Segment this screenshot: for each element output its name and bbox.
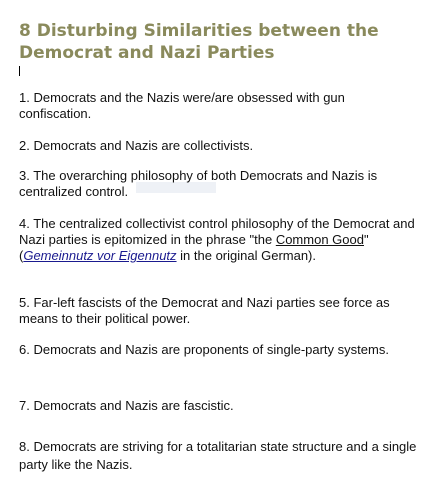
list-item-4-mid: " ( (19, 232, 369, 263)
list-item-2: 2. Democrats and Nazis are collectivists. (19, 138, 254, 153)
gemeinnutz-link[interactable]: Gemeinnutz vor Eigennutz (23, 248, 177, 263)
common-good-link[interactable]: Common Good (275, 232, 364, 247)
list-item-4-prefix: 4. The centralized collectivist control philosophy of the Democrat and Nazi parties is epitomized in the phrase "the (19, 216, 415, 247)
list-item-5: 5. Far-left fascists of the Democrat and Nazi parties see force as means to their political power. (19, 295, 390, 326)
list-item-4-suffix: in the original German). (176, 248, 316, 263)
article-title: 8 Disturbing Similarities between the Democrat and Nazi Parties (19, 21, 379, 63)
list-item-6: 6. Democrats and Nazis are proponents of single-party systems. (19, 342, 389, 357)
text-cursor (19, 66, 20, 76)
list-item-4 (19, 216, 419, 264)
list-item-8: 8. Democrats are striving for a totalitarian state structure and a single party like the Nazis. (19, 439, 417, 472)
list-item-3: 3. The overarching philosophy of both Democrats and Nazis is centralized control. (19, 168, 378, 199)
list-item-1: 1. Democrats and the Nazis were/are obsessed with gun confiscation. (19, 90, 345, 121)
list-item-7: 7. Democrats and Nazis are fascistic. (19, 398, 234, 413)
